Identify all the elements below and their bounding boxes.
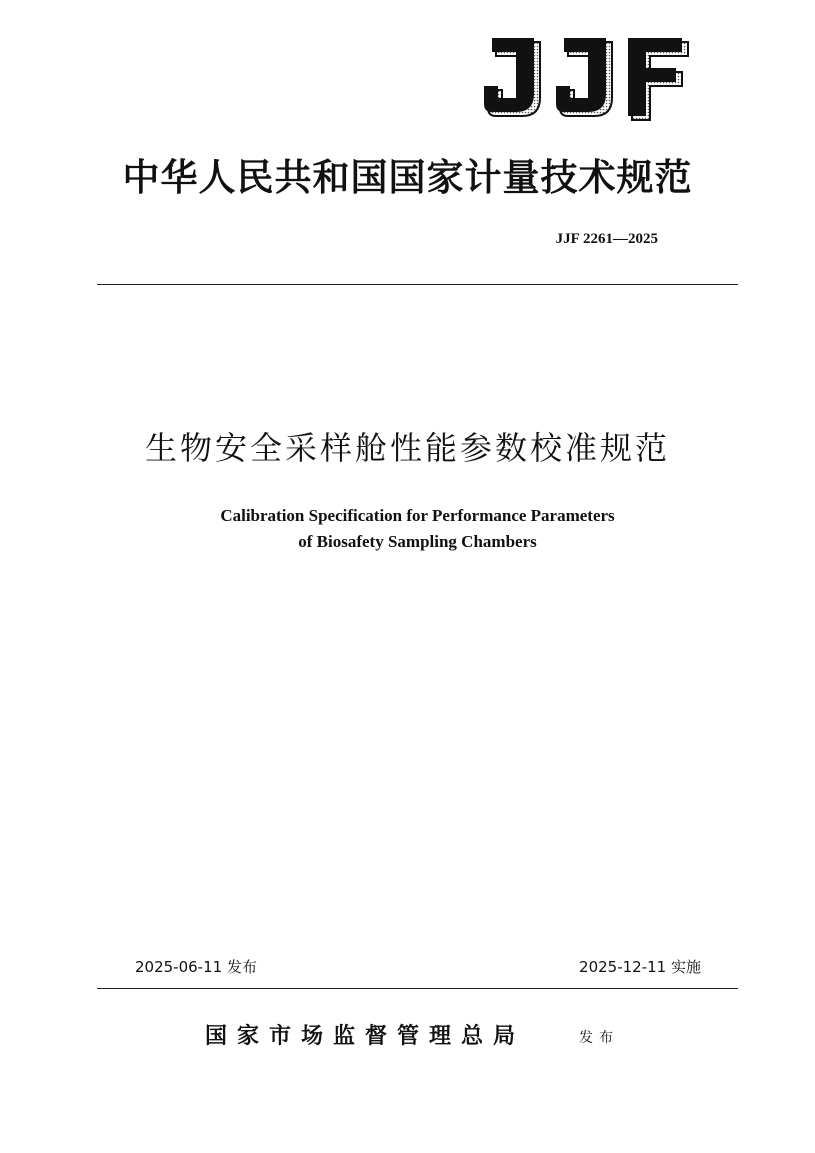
top-divider bbox=[97, 284, 738, 285]
document-title-english-line2: of Biosafety Sampling Chambers bbox=[298, 532, 537, 551]
publish-label: 发布 bbox=[579, 1030, 619, 1046]
document-title-english-line1: Calibration Specification for Performance Parameters bbox=[220, 506, 615, 525]
jjf-logo-icon bbox=[482, 36, 690, 122]
implementation-date: 2025-12-11 实施 bbox=[579, 958, 701, 976]
document-title-chinese: 生物安全采样舱性能参数校准规范 bbox=[144, 429, 670, 467]
bottom-divider bbox=[97, 988, 738, 989]
issue-date: 2025-06-11 发布 bbox=[135, 958, 257, 976]
standard-number: JJF 2261—2025 bbox=[555, 231, 658, 247]
publisher-name: 国家市场监督管理总局 bbox=[205, 1023, 526, 1049]
standard-category-heading: 中华人民共和国国家计量技术规范 bbox=[122, 155, 693, 199]
